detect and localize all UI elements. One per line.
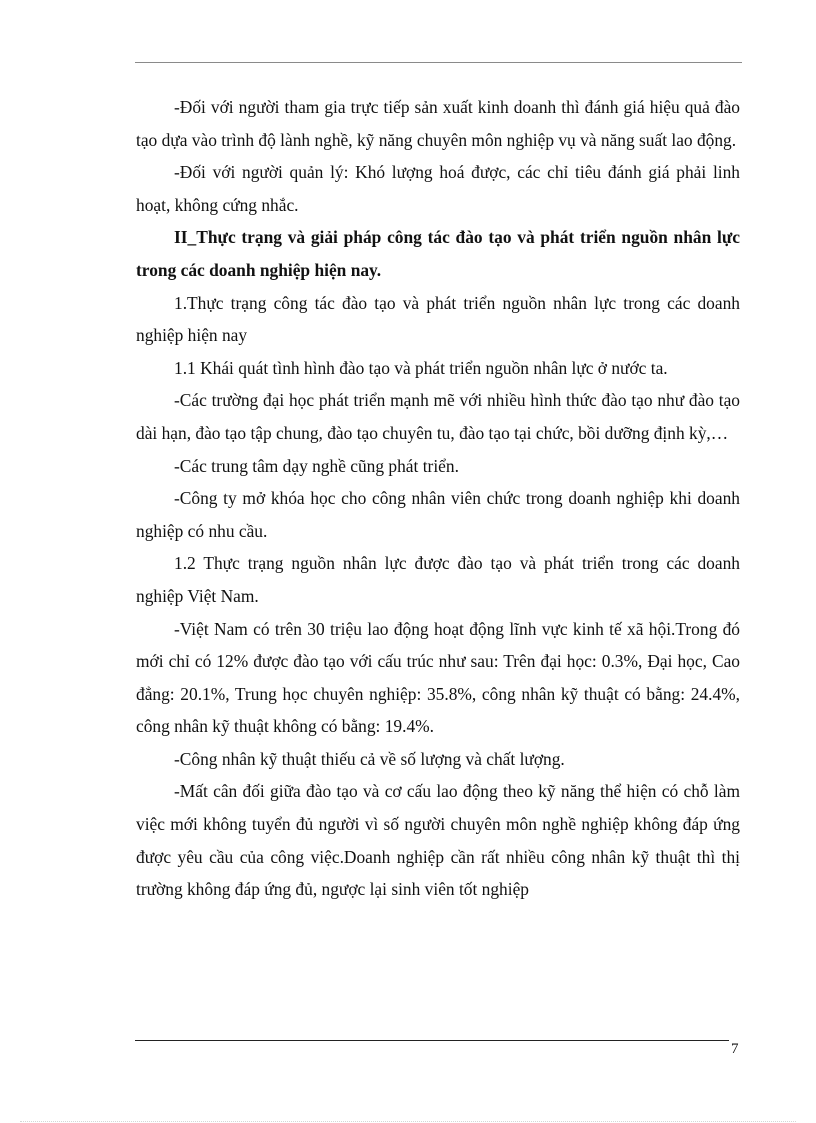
page-number: 7 xyxy=(731,1041,739,1057)
paragraph-universities: -Các trường đại học phát triển mạnh mẽ với nhiều hình thức đào tạo như đào tạo dài hạn, đào tạo tập chung, đào tạo chuyên tu, đào tạo tại chức, bồi dưỡng định kỳ,… xyxy=(136,390,740,443)
subheading-1-2: 1.2 Thực trạng nguồn nhân lực được đào tạo và phát triển trong các doanh nghiệp Việt Nam. xyxy=(136,553,740,606)
section-heading-ii: II_Thực trạng và giải pháp công tác đào tạo và phát triển nguồn nhân lực trong các doanh nghiệp hiện nay. xyxy=(136,227,740,280)
footer-rule xyxy=(135,1040,729,1041)
paragraph-direct-workers: -Đối với người tham gia trực tiếp sản xuất kinh doanh thì đánh giá hiệu quả đào tạo dựa vào trình độ lành nghề, kỹ năng chuyên môn nghiệp vụ và năng suất lao động. xyxy=(136,97,740,150)
header-rule xyxy=(135,62,742,63)
paragraph-imbalance: -Mất cân đối giữa đào tạo và cơ cấu lao động theo kỹ năng thể hiện có chỗ làm việc mới không tuyển đủ người vì số người chuyên môn nghề nghiệp không đáp ứng được yêu cầu của công việc.Doanh nghiệp cần rất nhiều công nhân kỹ thuật thì thị trường không đáp ứng đủ, ngược lại sinh viên tốt nghiệp xyxy=(136,781,740,900)
body-text xyxy=(136,91,740,906)
paragraph-managers: -Đối với người quản lý: Khó lượng hoá được, các chỉ tiêu đánh giá phải linh hoạt, không cứng nhắc. xyxy=(136,162,740,215)
page-edge-divider xyxy=(20,1121,796,1122)
paragraph-technical-workers: -Công nhân kỹ thuật thiếu cả về số lượng và chất lượng. xyxy=(174,748,565,769)
subheading-1: 1.Thực trạng công tác đào tạo và phát triển nguồn nhân lực trong các doanh nghiệp hiện nay xyxy=(136,292,740,346)
paragraph-company-courses: -Công ty mở khóa học cho công nhân viên chức trong doanh nghiệp khi doanh nghiệp có nhu cầu. xyxy=(136,488,740,541)
paragraph-labor-statistics: -Việt Nam có trên 30 triệu lao động hoạt động lĩnh vực kinh tế xã hội.Trong đó mới chỉ có 12% được đào tạo với cấu trúc như sau: Trên đại học: 0.3%, Đại học, Cao đẳng: 20.1%, Trung học chuyên nghiệp: 35.8%, công nhân kỹ thuật có bằng: 24.4%, công nhân kỹ thuật không có bằng: 19.4%. xyxy=(136,618,740,737)
paragraph-vocational-centers: -Các trung tâm dạy nghề cũng phát triển. xyxy=(174,455,459,476)
subheading-1-1: 1.1 Khái quát tình hình đào tạo và phát triển nguồn nhân lực ở nước ta. xyxy=(174,357,668,378)
